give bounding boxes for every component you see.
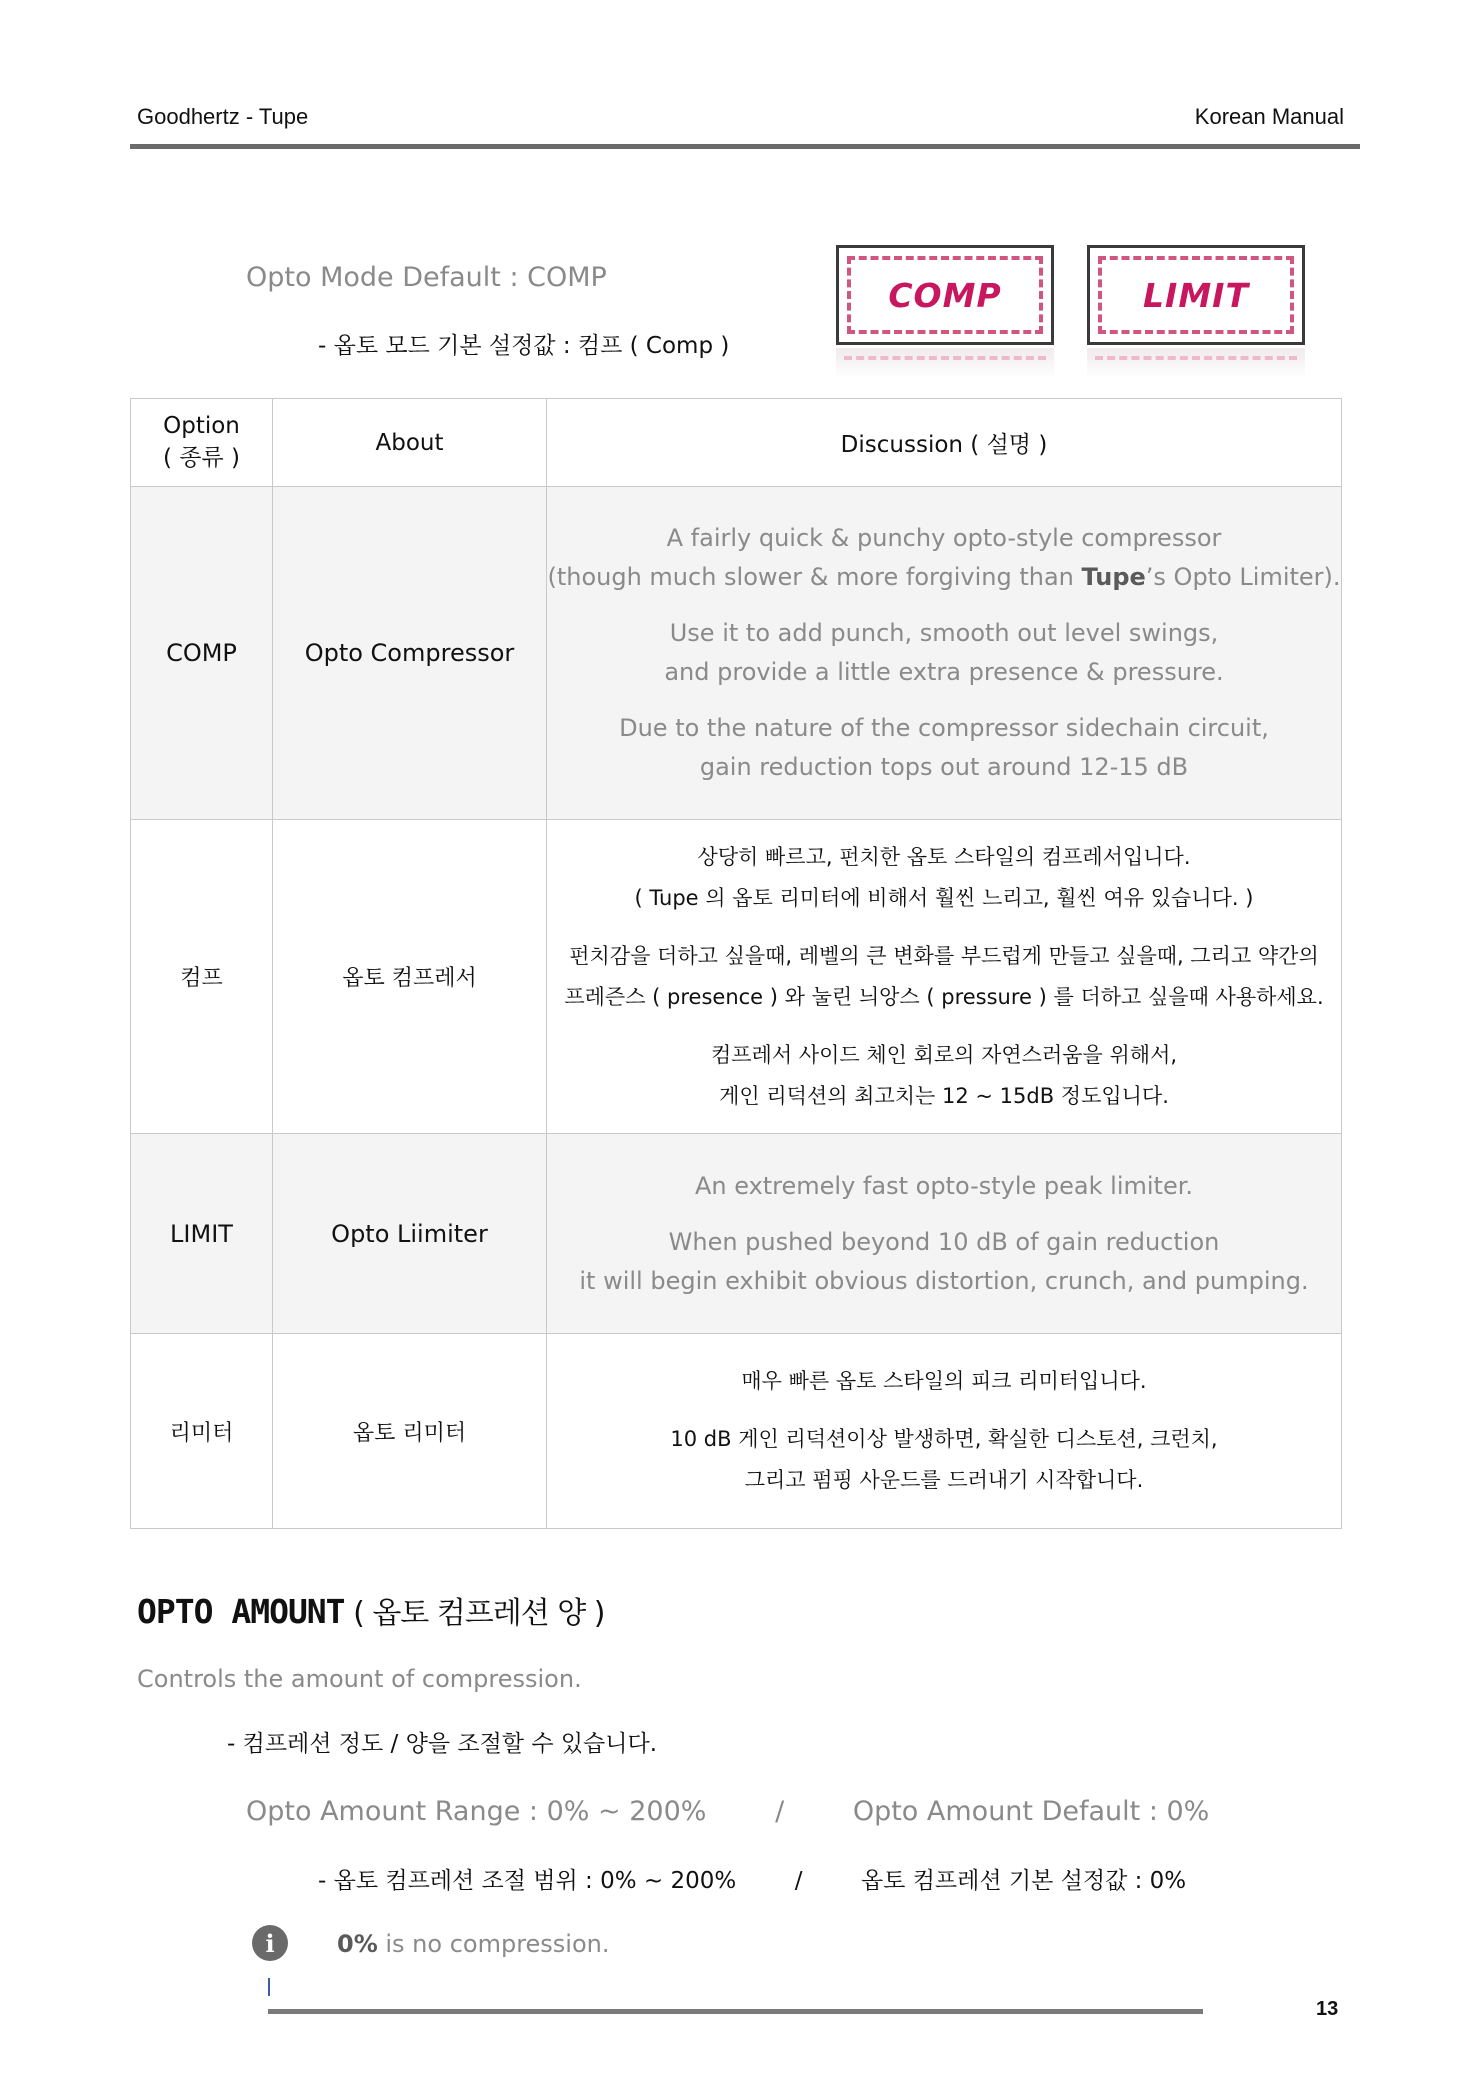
info-icon: i (252, 1925, 288, 1961)
opto-mode-default: Opto Mode Default : COMP (246, 262, 607, 293)
header-manual-label: Korean Manual (1194, 104, 1344, 129)
header-divider (130, 144, 1360, 149)
opto-amount-range: Opto Amount Range : 0% ~ 200% / Opto Amount Default : 0% (246, 1796, 1210, 1827)
text-cursor (268, 1978, 270, 1996)
discussion-comp: A fairly quick & punchy opto-style compressor (though much slower & more forgiving than Tupe’s Opto Limiter). Use it to add punch, smooth out level swings, and provide a little extra presence & pressure. Due to the nature of the compressor sidechain circuit, gain reduction tops out around 12-15 dB (547, 487, 1342, 820)
table-header-row (131, 399, 1342, 487)
table-row (131, 1134, 1342, 1334)
header-option-label: Option (163, 413, 240, 439)
table-row (131, 1334, 1342, 1529)
opto-amount-range-kr: - 옵토 컴프레션 조절 범위 : 0% ~ 200% / 옵토 컴프레션 기본 설정값 : 0% (318, 1868, 1187, 1894)
comp-badge-label: COMP (888, 275, 1002, 315)
header-option-label-kr: ( 종류 ) (162, 445, 240, 471)
opto-amount-title-kr: ( 옵토 컴프레션 양 ) (344, 1596, 605, 1631)
opto-amount-description-kr: - 컴프레션 정도 / 양을 조절할 수 있습니다. (227, 1731, 658, 1757)
about-comp: Opto Compressor (273, 487, 547, 820)
opto-mode-default-kr: - 옵토 모드 기본 설정값 : 컴프 ( Comp ) (318, 333, 730, 359)
opto-amount-title-en: OPTO AMOUNT (137, 1592, 345, 1631)
footer-divider (268, 2009, 1203, 2014)
option-limit-kr: 리미터 (131, 1334, 273, 1529)
opto-amount-description: Controls the amount of compression. (137, 1665, 582, 1693)
table-row (131, 487, 1342, 820)
option-comp: COMP (131, 487, 273, 820)
discussion-limit: An extremely fast opto-style peak limiter. When pushed beyond 10 dB of gain reduction it will begin exhibit obvious distortion, crunch, and pumping. (547, 1134, 1342, 1334)
comp-badge (836, 245, 1054, 345)
option-comp-kr: 컴프 (131, 820, 273, 1134)
header-about: About (273, 399, 547, 487)
discussion-comp-kr: 상당히 빠르고, 펀치한 옵토 스타일의 컴프레서입니다. ( Tupe 의 옵토 리미터에 비해서 훨씬 느리고, 훨씬 여유 있습니다. ) 펀치감을 더하고 싶을때, 레벨의 큰 변화를 부드럽게 만들고 싶을때, 그리고 약간의 프레즌스 ( presence ) 와 눌린 늬앙스 ( pressure ) 를 더하고 싶을때 사용하세요. 컴프레서 사이드 체인 회로의 자연스러움을 위해서, 게인 리덕션의 최고치는 12 ~ 15dB 정도입니다. (547, 820, 1342, 1134)
header-discussion: Discussion ( 설명 ) (547, 399, 1342, 487)
comp-badge-reflection (836, 348, 1054, 378)
option-limit: LIMIT (131, 1134, 273, 1334)
limit-badge (1087, 245, 1305, 345)
table-row (131, 820, 1342, 1134)
header-title: Goodhertz - Tupe (137, 104, 309, 129)
about-limit: Opto Liimiter (273, 1134, 547, 1334)
opto-amount-title (137, 1588, 605, 1632)
info-note: 0% is no compression. (337, 1930, 610, 1958)
limit-badge-label: LIMIT (1143, 275, 1249, 315)
opto-mode-table (130, 398, 1342, 1529)
about-limit-kr: 옵토 리미터 (273, 1334, 547, 1529)
page-number: 13 (1316, 1998, 1339, 2020)
about-comp-kr: 옵토 컴프레서 (273, 820, 547, 1134)
header-option (131, 399, 273, 487)
limit-badge-reflection (1087, 348, 1305, 378)
discussion-limit-kr: 매우 빠른 옵토 스타일의 피크 리미터입니다. 10 dB 게인 리덕션이상 발생하면, 확실한 디스토션, 크런치, 그리고 펌핑 사운드를 드러내기 시작합니다. (547, 1334, 1342, 1529)
